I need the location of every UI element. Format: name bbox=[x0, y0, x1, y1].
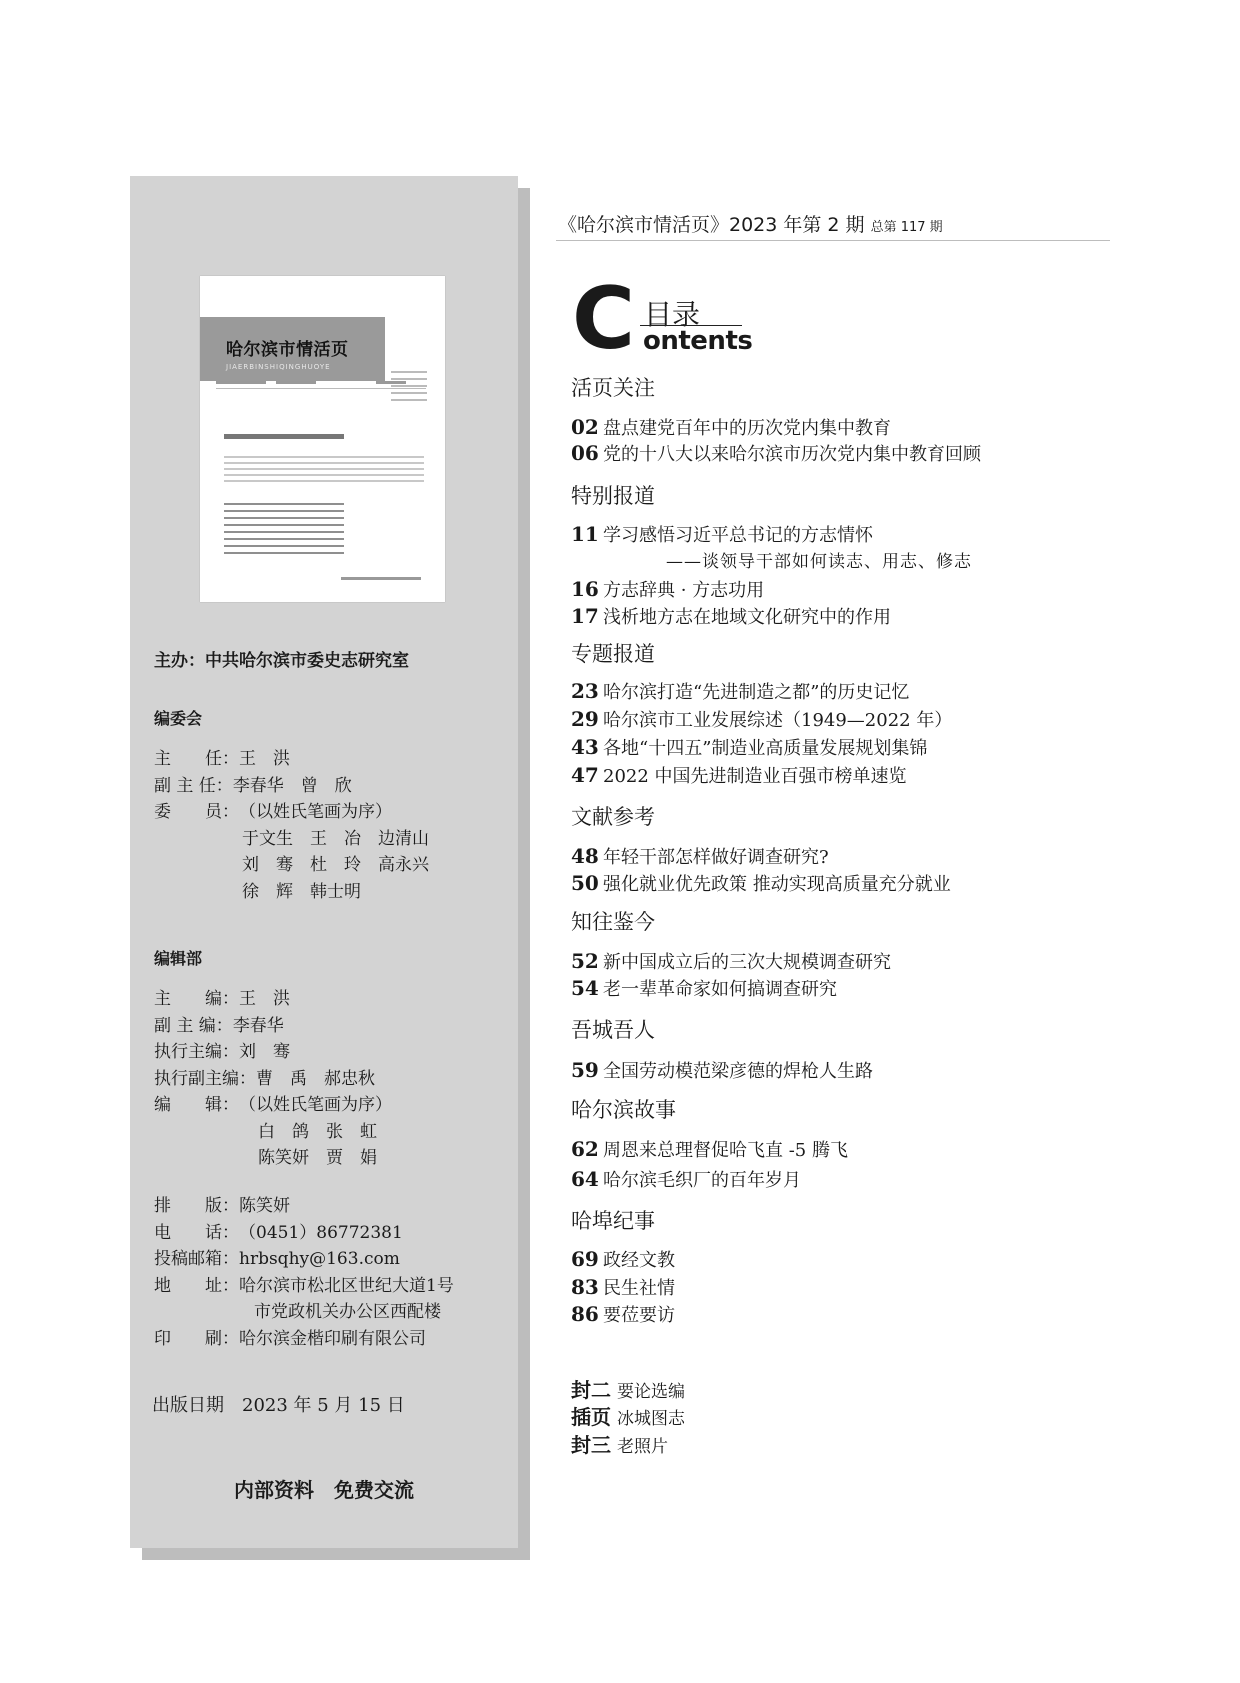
contents-logo-en: ontents bbox=[643, 326, 753, 356]
masthead-row bbox=[154, 771, 352, 796]
cover-page-title: 要论选编 bbox=[617, 1382, 685, 1402]
toc-item[interactable] bbox=[571, 521, 873, 547]
toc-item[interactable] bbox=[571, 762, 907, 788]
toc-item-title: 老一辈革命家如何搞调查研究 bbox=[603, 979, 837, 1000]
toc-item-title: 新中国成立后的三次大规模调查研究 bbox=[603, 952, 891, 973]
row-value: 哈尔滨金楷印刷有限公司 bbox=[239, 1328, 426, 1349]
row-value: 曹 禹 郝忠秋 bbox=[256, 1068, 375, 1089]
toc-page-number: 29 bbox=[571, 707, 599, 731]
toc-item[interactable] bbox=[571, 1246, 675, 1272]
toc-page-number: 11 bbox=[571, 522, 599, 546]
row-label: 地 址： bbox=[154, 1275, 239, 1296]
row-label: 印 刷： bbox=[154, 1328, 239, 1349]
row-value: 刘 骞 bbox=[239, 1042, 290, 1062]
toc-page-number: 16 bbox=[571, 577, 599, 601]
row-value: 王 洪 bbox=[239, 749, 290, 769]
row-label: 投稿邮箱： bbox=[154, 1249, 239, 1269]
masthead-row bbox=[154, 1064, 375, 1089]
row-value: 市党政机关办公区西配楼 bbox=[254, 1302, 441, 1322]
masthead-row bbox=[154, 1090, 392, 1115]
cover-title-band bbox=[200, 317, 385, 381]
row-value: 王 洪 bbox=[239, 989, 290, 1009]
toc-page-number: 06 bbox=[571, 441, 599, 465]
row-label: 主 编： bbox=[154, 989, 239, 1009]
cover-page-title: 冰城图志 bbox=[617, 1409, 685, 1429]
masthead-row bbox=[154, 797, 392, 822]
cover-page-item[interactable] bbox=[571, 1401, 685, 1430]
row-label: 委 员： bbox=[154, 802, 239, 822]
toc-item[interactable] bbox=[571, 1057, 873, 1083]
cover-page-key: 插页 bbox=[571, 1405, 611, 1429]
cover-article-list bbox=[224, 498, 344, 559]
info-row bbox=[254, 1297, 441, 1322]
toc-page-number: 52 bbox=[571, 949, 599, 973]
masthead-row bbox=[154, 744, 290, 769]
cover-page-item[interactable] bbox=[571, 1429, 668, 1458]
row-label: 编 辑： bbox=[154, 1095, 239, 1115]
toc-item[interactable] bbox=[571, 603, 891, 629]
row-label: 执行副主编： bbox=[154, 1068, 256, 1089]
toc-item-title: 强化就业优先政策 推动实现高质量充分就业 bbox=[603, 874, 951, 895]
issue-header bbox=[558, 210, 943, 237]
toc-item-title: 哈尔滨打造“先进制造之都”的历史记忆 bbox=[603, 682, 910, 703]
contents-logo-c: C bbox=[572, 269, 636, 369]
toc-page-number: 62 bbox=[571, 1137, 599, 1161]
cover-meta-line bbox=[216, 388, 426, 392]
info-row bbox=[154, 1218, 403, 1243]
row-label: 执行主编： bbox=[154, 1042, 239, 1062]
toc-section-4: 文献参考 bbox=[571, 805, 655, 829]
row-value: （以姓氏笔画为序） bbox=[239, 802, 392, 822]
row-label: 副 主 任： bbox=[154, 775, 233, 796]
row-label: 电 话： bbox=[154, 1222, 239, 1243]
row-value: 徐 辉 韩士明 bbox=[242, 881, 361, 902]
toc-item-title: 周恩来总理督促哈飞直 -5 腾飞 bbox=[603, 1140, 848, 1161]
publication-date: 出版日期 2023 年 5 月 15 日 bbox=[152, 1395, 405, 1416]
toc-section-3: 专题报道 bbox=[571, 642, 655, 666]
masthead-row bbox=[154, 1011, 284, 1036]
masthead-row bbox=[242, 877, 361, 902]
toc-section-7: 哈尔滨故事 bbox=[571, 1098, 676, 1122]
internal-notice: 内部资料 免费交流 bbox=[234, 1478, 414, 1502]
toc-page-number: 59 bbox=[571, 1058, 599, 1082]
toc-section-5: 知往鉴今 bbox=[571, 910, 655, 934]
toc-item-title: 2022 中国先进制造业百强市榜单速览 bbox=[603, 766, 907, 787]
toc-item-title: 年轻干部怎样做好调查研究? bbox=[603, 847, 829, 868]
toc-item[interactable] bbox=[571, 1301, 675, 1327]
cover-page-key: 封二 bbox=[571, 1378, 611, 1402]
toc-page-number: 02 bbox=[571, 415, 599, 439]
toc-section-2: 特别报道 bbox=[571, 484, 655, 508]
issue-total: 总第 117 期 bbox=[870, 220, 943, 235]
info-row bbox=[154, 1191, 290, 1216]
editorial-board-heading: 编委会 bbox=[154, 709, 203, 728]
toc-item[interactable] bbox=[571, 1274, 675, 1300]
row-value: 陈笑妍 bbox=[239, 1196, 290, 1216]
toc-item[interactable] bbox=[571, 975, 837, 1001]
masthead-row bbox=[242, 824, 429, 849]
toc-item[interactable] bbox=[571, 1166, 801, 1192]
masthead-row bbox=[154, 984, 290, 1009]
cover-paragraph bbox=[224, 452, 424, 486]
toc-page-number: 86 bbox=[571, 1302, 599, 1326]
row-value: 白 鸽 张 虹 bbox=[258, 1121, 377, 1142]
info-row bbox=[154, 1244, 400, 1269]
toc-item[interactable] bbox=[571, 843, 829, 869]
toc-item-subtitle: ——谈领导干部如何读志、用志、修志 bbox=[666, 552, 972, 572]
cover-page-key: 封三 bbox=[571, 1433, 611, 1457]
toc-page-number: 54 bbox=[571, 976, 599, 1000]
masthead-row bbox=[242, 850, 429, 875]
toc-item[interactable] bbox=[571, 678, 909, 704]
info-row bbox=[154, 1271, 454, 1296]
toc-item[interactable] bbox=[571, 1136, 848, 1162]
toc-item-title: 方志辞典 · 方志功用 bbox=[603, 580, 765, 601]
toc-item[interactable] bbox=[571, 948, 891, 974]
toc-item[interactable] bbox=[571, 870, 951, 896]
toc-item-title: 盘点建党百年中的历次党内集中教育 bbox=[603, 418, 891, 439]
sponsor: 主办：中共哈尔滨市委史志研究室 bbox=[154, 651, 409, 671]
masthead-row bbox=[258, 1143, 377, 1168]
toc-item[interactable] bbox=[571, 576, 764, 602]
cover-title: 哈尔滨市情活页 bbox=[226, 340, 349, 360]
cover-article-title bbox=[224, 434, 344, 439]
info-row bbox=[154, 1324, 426, 1349]
toc-item-title: 学习感悟习近平总书记的方志情怀 bbox=[603, 525, 873, 546]
toc-section-8: 哈埠纪事 bbox=[571, 1209, 655, 1233]
row-label: 主 任： bbox=[154, 749, 239, 769]
masthead-row bbox=[258, 1117, 377, 1142]
toc-item-title: 全国劳动模范梁彦德的焊枪人生路 bbox=[603, 1061, 873, 1082]
toc-item-title: 民生社情 bbox=[603, 1278, 675, 1299]
toc-page-number: 50 bbox=[571, 871, 599, 895]
row-value: （0451）86772381 bbox=[239, 1222, 403, 1243]
toc-page-number: 23 bbox=[571, 679, 599, 703]
issue-title: 《哈尔滨市情活页》2023 年第 2 期 bbox=[558, 214, 865, 236]
toc-item[interactable] bbox=[571, 440, 981, 466]
toc-page-number: 48 bbox=[571, 844, 599, 868]
editorial-dept-heading: 编辑部 bbox=[154, 949, 203, 968]
toc-item-title: 政经文教 bbox=[603, 1250, 675, 1271]
cover-page-title: 老照片 bbox=[617, 1437, 668, 1457]
toc-item-title: 党的十八大以来哈尔滨市历次党内集中教育回顾 bbox=[603, 444, 981, 465]
issue-rule bbox=[556, 240, 1110, 241]
cover-thumbnail bbox=[200, 276, 445, 602]
toc-section-1: 活页关注 bbox=[571, 376, 655, 400]
toc-item[interactable] bbox=[571, 414, 891, 440]
toc-page-number: 47 bbox=[571, 763, 599, 787]
cover-subtitle: JIAERBINSHIQINGHUOYE bbox=[226, 363, 331, 371]
masthead-panel bbox=[130, 176, 518, 1548]
row-value: 哈尔滨市松北区世纪大道1号 bbox=[239, 1275, 454, 1296]
toc-section-6: 吾城吾人 bbox=[571, 1018, 655, 1042]
toc-page-number: 43 bbox=[571, 735, 599, 759]
row-value: 陈笑妍 贾 娟 bbox=[258, 1148, 377, 1168]
toc-item-title: 哈尔滨市工业发展综述（1949—2022 年） bbox=[603, 710, 953, 731]
masthead-row bbox=[154, 1037, 290, 1062]
contents-logo-cn: 目录 bbox=[644, 298, 701, 331]
cover-side-text bbox=[391, 366, 427, 406]
row-value: 刘 骞 杜 玲 高永兴 bbox=[242, 855, 429, 875]
cover-footer bbox=[341, 577, 421, 580]
row-value: （以姓氏笔画为序） bbox=[239, 1095, 392, 1115]
toc-item[interactable] bbox=[571, 706, 952, 732]
toc-item[interactable] bbox=[571, 734, 927, 760]
row-label: 副 主 编： bbox=[154, 1015, 233, 1036]
row-value: 李春华 曾 欣 bbox=[232, 775, 352, 796]
cover-page-item[interactable] bbox=[571, 1374, 685, 1403]
row-label: 排 版： bbox=[154, 1196, 239, 1216]
row-value: 李春华 bbox=[232, 1015, 284, 1036]
toc-item-title: 要莅要访 bbox=[603, 1305, 675, 1326]
toc-page-number: 69 bbox=[571, 1247, 599, 1271]
toc-page-number: 64 bbox=[571, 1167, 599, 1191]
toc-item-title: 各地“十四五”制造业高质量发展规划集锦 bbox=[603, 738, 928, 759]
toc-item-title: 哈尔滨毛织厂的百年岁月 bbox=[603, 1170, 801, 1191]
row-value: hrbsqhy@163.com bbox=[239, 1249, 400, 1269]
toc-item-title: 浅析地方志在地域文化研究中的作用 bbox=[603, 607, 891, 628]
toc-page-number: 83 bbox=[571, 1275, 599, 1299]
row-value: 于文生 王 冶 边清山 bbox=[242, 828, 429, 849]
toc-page-number: 17 bbox=[571, 604, 599, 628]
